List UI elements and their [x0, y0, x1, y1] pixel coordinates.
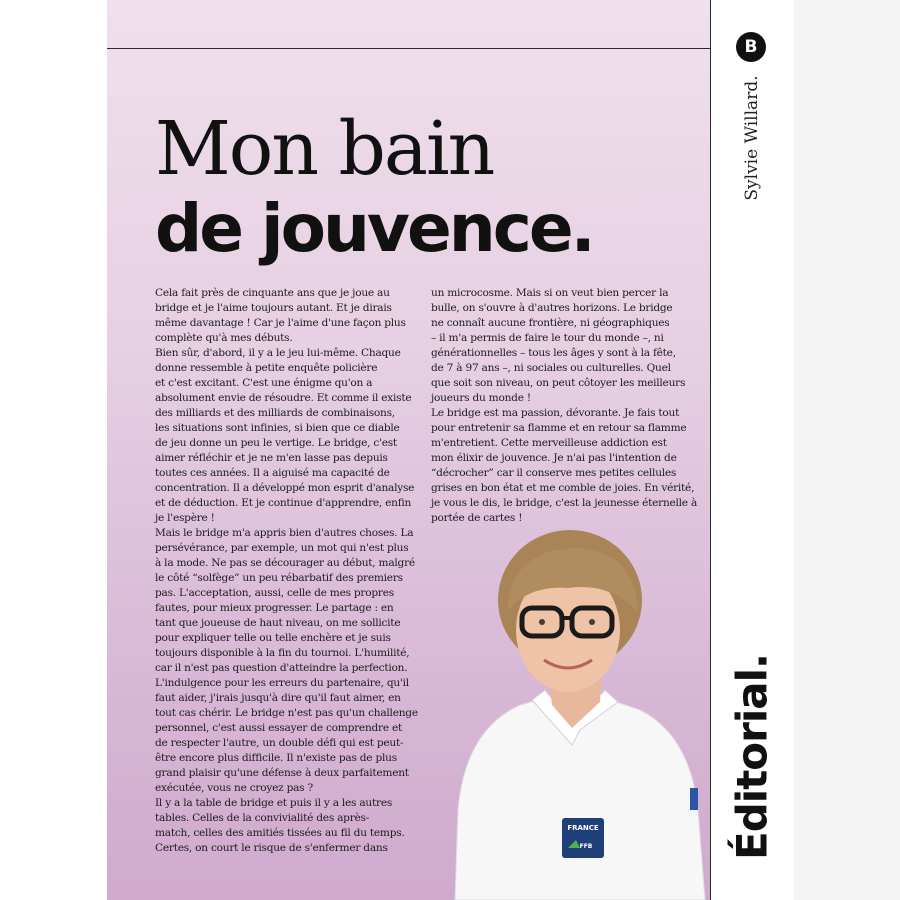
- body-line: être encore plus difficile. Il n'existe pas de plus: [155, 752, 397, 764]
- sleeve-flag: [690, 788, 698, 810]
- body-line: joueurs du monde !: [431, 392, 531, 404]
- body-line: toutes ces années. Il a aiguisé ma capacité de: [155, 467, 390, 479]
- body-line: portée de cartes !: [431, 512, 523, 524]
- body-line: je vous le dis, le bridge, c'est la jeunesse éternelle à: [431, 497, 698, 509]
- body-line: des milliards et des milliards de combinaisons,: [155, 407, 395, 419]
- body-line: Mais le bridge m'a appris bien d'autres choses. La: [155, 527, 414, 539]
- body-line: Cela fait près de cinquante ans que je joue au: [155, 287, 390, 299]
- body-line: tant que joueuse de haut niveau, on me sollicite: [155, 617, 401, 629]
- author-name: Sylvie Willard.: [742, 75, 762, 201]
- body-line: faut aider, j'irais jusqu'à dire qu'il faut aimer, en: [155, 692, 401, 704]
- body-line: toujours disponible à la fin du tournoi. L'humilité,: [155, 647, 410, 659]
- body-line: que soit son niveau, on peut côtoyer les meilleurs: [431, 377, 686, 389]
- body-line: même davantage ! Car je l'aime d'une façon plus: [155, 317, 406, 329]
- body-line: de 7 à 97 ans –, ni sociales ou culturelles. Quel: [431, 362, 671, 374]
- body-line: exécutée, vous ne croyez pas ?: [155, 782, 313, 794]
- body-line: bridge et je l'aime toujours autant. Et je dirais: [155, 302, 392, 314]
- body-column-1: [155, 286, 418, 856]
- body-line: m'entretient. Cette merveilleuse addiction est: [431, 437, 667, 449]
- body-line: les situations sont infinies, si bien que ce diable: [155, 422, 400, 434]
- body-line: et de déduction. Et je continue d'apprendre, enfin: [155, 497, 412, 509]
- body-line: grand plaisir qu'une défense à deux parfaitement: [155, 767, 409, 779]
- body-line: tables. Celles de la convivialité des après-: [155, 812, 370, 824]
- body-line: et c'est excitant. C'est une énigme qu'on a: [155, 377, 373, 389]
- body-line: “décrocher” car il conserve mes petites cellules: [431, 467, 677, 479]
- body-line: le côté “solfège” un peu rébarbatif des premiers: [155, 572, 403, 584]
- body-line: mon élixir de jouvence. Je n'ai pas l'intention de: [431, 452, 677, 464]
- body-line: fautes, pour mieux progresser. Le partage : en: [155, 602, 394, 614]
- body-line: de jeu donne un peu le vertige. Le bridge, c'est: [155, 437, 397, 449]
- body-line: donne ressemble à petite enquête policière: [155, 362, 378, 374]
- body-line: car il n'est pas question d'atteindre la perfection.: [155, 662, 408, 674]
- body-line: de respecter l'autre, un double défi qui est peut-: [155, 737, 404, 749]
- body-line: pour entretenir sa flamme et en retour sa flamme: [431, 422, 687, 434]
- badge-text-france: FRANCE: [567, 824, 599, 832]
- body-line: un microcosme. Mais si on veut bien percer la: [431, 287, 669, 299]
- body-line: – il m'a permis de faire le tour du monde –, ni: [431, 332, 664, 344]
- body-line: tout cas chérir. Le bridge n'est pas qu'un challenge: [155, 707, 418, 719]
- section-label: Éditorial.: [727, 654, 777, 860]
- body-line: complète qu'à mes débuts.: [155, 332, 293, 344]
- left-margin: [0, 0, 107, 900]
- portrait-photo: [440, 530, 710, 900]
- body-line: aimer réfléchir et je ne m'en lasse pas depuis: [155, 452, 388, 464]
- badge-text-ffb: FFB: [579, 843, 593, 850]
- body-line: je l'espère !: [155, 512, 215, 524]
- body-line: Le bridge est ma passion, dévorante. Je fais tout: [431, 407, 680, 419]
- body-line: Certes, on court le risque de s'enfermer dans: [155, 842, 388, 854]
- body-line: persévérance, par exemple, un mot qui n'est plus: [155, 542, 409, 554]
- body-line: L'indulgence pour les erreurs du partenaire, qu'il: [155, 677, 409, 689]
- body-line: match, celles des amitiés tissées au fil du temps.: [155, 827, 405, 839]
- top-rule: [107, 48, 710, 49]
- right-margin: [794, 0, 900, 900]
- body-column-2: [431, 286, 697, 526]
- body-line: Il y a la table de bridge et puis il y a les autres: [155, 797, 393, 809]
- body-line: à la mode. Ne pas se décourager au début, malgré: [155, 557, 415, 569]
- body-line: bulle, on s'ouvre à d'autres horizons. Le bridge: [431, 302, 673, 314]
- body-line: Bien sûr, d'abord, il y a le jeu lui-même. Chaque: [155, 347, 401, 359]
- headline-line-2: de jouvence.: [155, 190, 593, 267]
- body-line: générationnelles – tous les âges y sont à la fête,: [431, 347, 676, 359]
- body-line: pour expliquer telle ou telle enchère et je suis: [155, 632, 391, 644]
- headline-line-1: Mon bain: [155, 106, 494, 192]
- body-line: absolument envie de résoudre. Et comme il existe: [155, 392, 412, 404]
- body-line: personnel, c'est aussi essayer de comprendre et: [155, 722, 403, 734]
- body-line: pas. L'acceptation, aussi, celle de mes propres: [155, 587, 394, 599]
- bridge-logo: B: [736, 32, 766, 62]
- body-line: concentration. Il a développé mon esprit d'analyse: [155, 482, 415, 494]
- body-line: ne connaît aucune frontière, ni géographiques: [431, 317, 670, 329]
- body-line: grises en bon état et me comble de joies. En vérité,: [431, 482, 695, 494]
